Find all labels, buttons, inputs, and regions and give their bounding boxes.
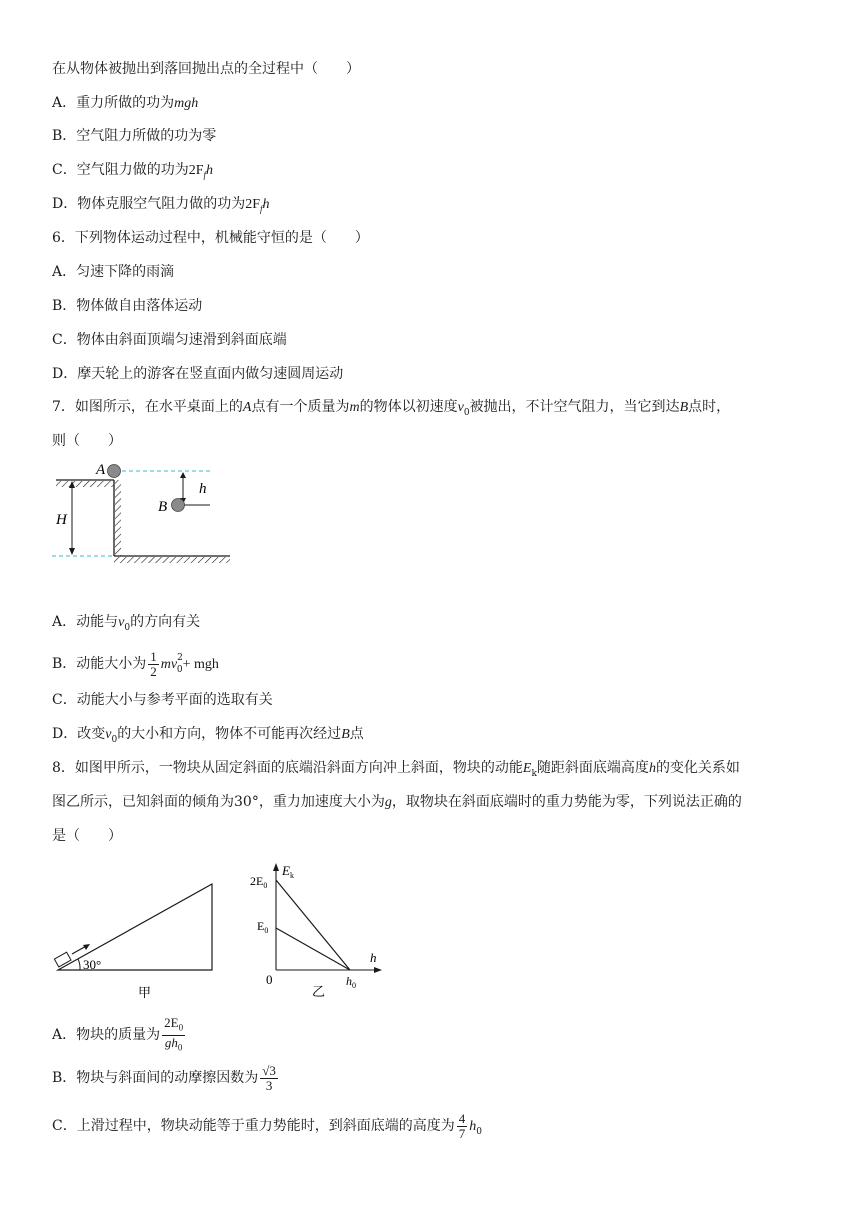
q7-stem-line2: 则（ ） bbox=[52, 433, 122, 449]
table-top-hatch bbox=[56, 481, 114, 487]
q7-option-a: A．动能与$v_0$的方向有关 bbox=[52, 614, 201, 633]
incline bbox=[58, 884, 212, 970]
q6-stem: 6．下列物体运动过程中，机械能守恒的是（ ） bbox=[52, 230, 369, 246]
q6-option-a: A．匀速下降的雨滴 bbox=[52, 264, 175, 280]
q5-option-d: D．物体克服空气阻力做的功为$2F_fh$ bbox=[52, 196, 270, 214]
q8-figure-graph bbox=[246, 858, 392, 1003]
line-E0 bbox=[276, 928, 350, 970]
q5-stem: 在从物体被抛出到落回抛出点的全过程中（ ） bbox=[52, 61, 360, 77]
label-A: A bbox=[96, 462, 106, 478]
angle-label: 30° bbox=[83, 957, 102, 972]
q8-option-c: C．上滑过程中，物块动能等于重力势能时，到斜面底端的高度为 $\frac{4}{7}$ $h_0$ bbox=[52, 1110, 482, 1141]
q8-line1: 8．如图甲所示，一物块从固定斜面的底端沿斜面方向冲上斜面，物块的动能$E_k$随距斜面底端高度h的变化关系如 bbox=[52, 760, 740, 779]
ball-A bbox=[108, 465, 121, 478]
q6-option-b: B．物体做自由落体运动 bbox=[52, 298, 203, 314]
q8-line3: 是（ ） bbox=[52, 828, 122, 844]
tick-2E0: $2E_0$ bbox=[250, 874, 268, 890]
q7-figure bbox=[48, 458, 238, 568]
q5-option-c: C．空气阻力做的功为$2F_fh$ bbox=[52, 162, 214, 180]
ground-hatch bbox=[114, 557, 230, 563]
x-tick-h0: $h_0$ bbox=[346, 974, 356, 990]
y-label: $E_k$ bbox=[282, 863, 294, 880]
q7-option-b: B．动能大小为 $\frac{1}{2}$ $mv^2_0+$ mgh bbox=[52, 648, 219, 679]
label-h: h bbox=[199, 481, 207, 497]
caption-jia: 甲 bbox=[138, 985, 152, 1000]
ball-B bbox=[172, 499, 185, 512]
q8-figure-incline bbox=[50, 876, 220, 1001]
origin: 0 bbox=[266, 972, 273, 987]
q6-option-c: C．物体由斜面顶端匀速滑到斜面底端 bbox=[52, 332, 287, 348]
label-B: B bbox=[158, 499, 168, 515]
q7-stem: 7．如图所示，在水平桌面上的A点有一个质量为m的物体以初速度$v_0$被抛出，不计空气阻力，当它到达B点时， bbox=[52, 399, 731, 418]
q7-option-c: C．动能大小与参考平面的选取有关 bbox=[52, 692, 273, 708]
x-label: h bbox=[370, 950, 377, 965]
q8-line2: 图乙所示，已知斜面的倾角为30°，重力加速度大小为g，取物块在斜面底端时的重力势能为零，下列说法正确的 bbox=[52, 794, 742, 810]
line-2E0 bbox=[276, 880, 350, 970]
q8-option-a: A．物块的质量为 $\frac{2E_0}{gh_0}$ bbox=[52, 1015, 184, 1053]
q5-option-b: B．空气阻力所做的功为零 bbox=[52, 128, 217, 144]
label-H: H bbox=[56, 512, 67, 528]
q8-option-b: B．物块与斜面间的动摩擦因数为 $\frac{√3}{3}$ bbox=[52, 1062, 276, 1093]
table-wall-hatch bbox=[115, 480, 121, 556]
angle-arc bbox=[78, 959, 80, 970]
q5-option-a: A．重力所做的功为mgh bbox=[52, 95, 199, 111]
caption-yi: 乙 bbox=[312, 984, 326, 999]
q6-option-d: D．摩天轮上的游客在竖直面内做匀速圆周运动 bbox=[52, 366, 344, 382]
q7-option-d: D．改变$v_0$的大小和方向，物体不可能再次经过B点 bbox=[52, 726, 364, 745]
tick-E0: $E_0$ bbox=[257, 919, 269, 935]
